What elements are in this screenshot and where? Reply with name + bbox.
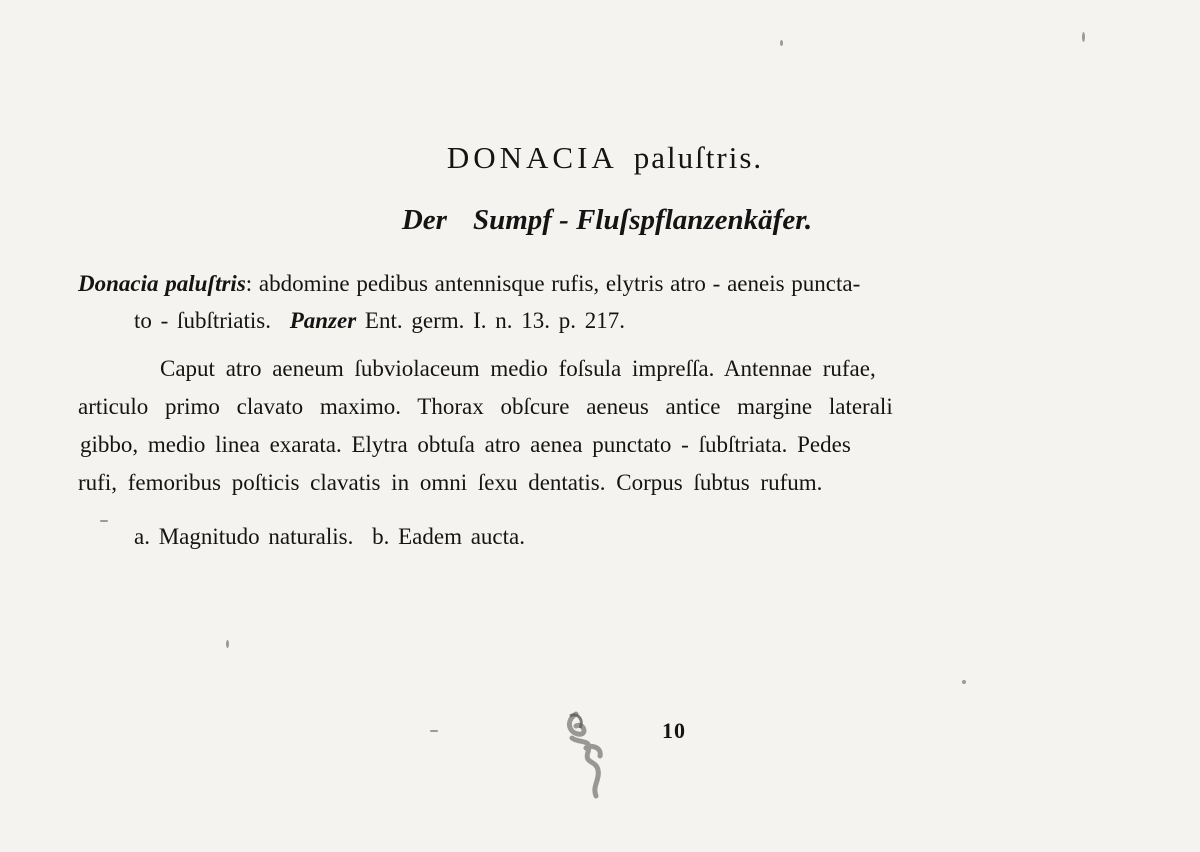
subtitle-der: Der <box>401 204 447 236</box>
body-line-4: rufi, femoribus poſticis clavatis in omni ſexu dentatis. Corpus ſubtus rufum. <box>78 470 823 495</box>
figure-note <box>134 524 525 550</box>
paper-speck <box>962 680 966 684</box>
body-line-1: Caput atro aeneum ſubviolaceum medio foſsula impreſſa. Antennae rufae, <box>160 356 876 381</box>
author-name: Panzer <box>289 308 357 333</box>
description-text-1: : abdomine pedibus antennisque rufis, elytris atro - aeneis puncta- <box>245 271 861 296</box>
paper-speck <box>100 520 108 522</box>
page-subtitle <box>0 204 1200 237</box>
species-name: Donacia paluſtris <box>78 271 246 296</box>
reference-text: Ent. germ. I. n. 13. p. 217. <box>364 308 626 333</box>
subtitle-name: Sumpf - Fluſspflanzenkäfer. <box>472 204 813 236</box>
title-genus: DONACIA <box>446 140 618 175</box>
paper-speck <box>226 640 229 648</box>
title-species: paluſtris. <box>633 140 764 175</box>
page-number: 10 <box>662 718 686 743</box>
description-line-1 <box>78 271 860 297</box>
description-text-2: to - ſubſtriatis. <box>134 308 271 333</box>
body-line-2: articulo primo clavato maximo. Thorax obſcure aeneus antice margine laterali <box>78 394 893 419</box>
paper-speck <box>1082 32 1085 42</box>
library-stamp-mark <box>562 708 618 804</box>
page-title <box>0 140 1200 176</box>
body-line-3: gibbo, medio linea exarata. Elytra obtuſa atro aenea punctato - ſubſtriata. Pedes <box>80 432 851 457</box>
paper-speck <box>430 730 438 732</box>
description-line-2 <box>134 308 625 334</box>
figure-note-b: b. Eadem aucta. <box>372 524 525 549</box>
figure-note-a: a. Magnitudo naturalis. <box>134 524 354 549</box>
paper-speck <box>780 40 783 46</box>
